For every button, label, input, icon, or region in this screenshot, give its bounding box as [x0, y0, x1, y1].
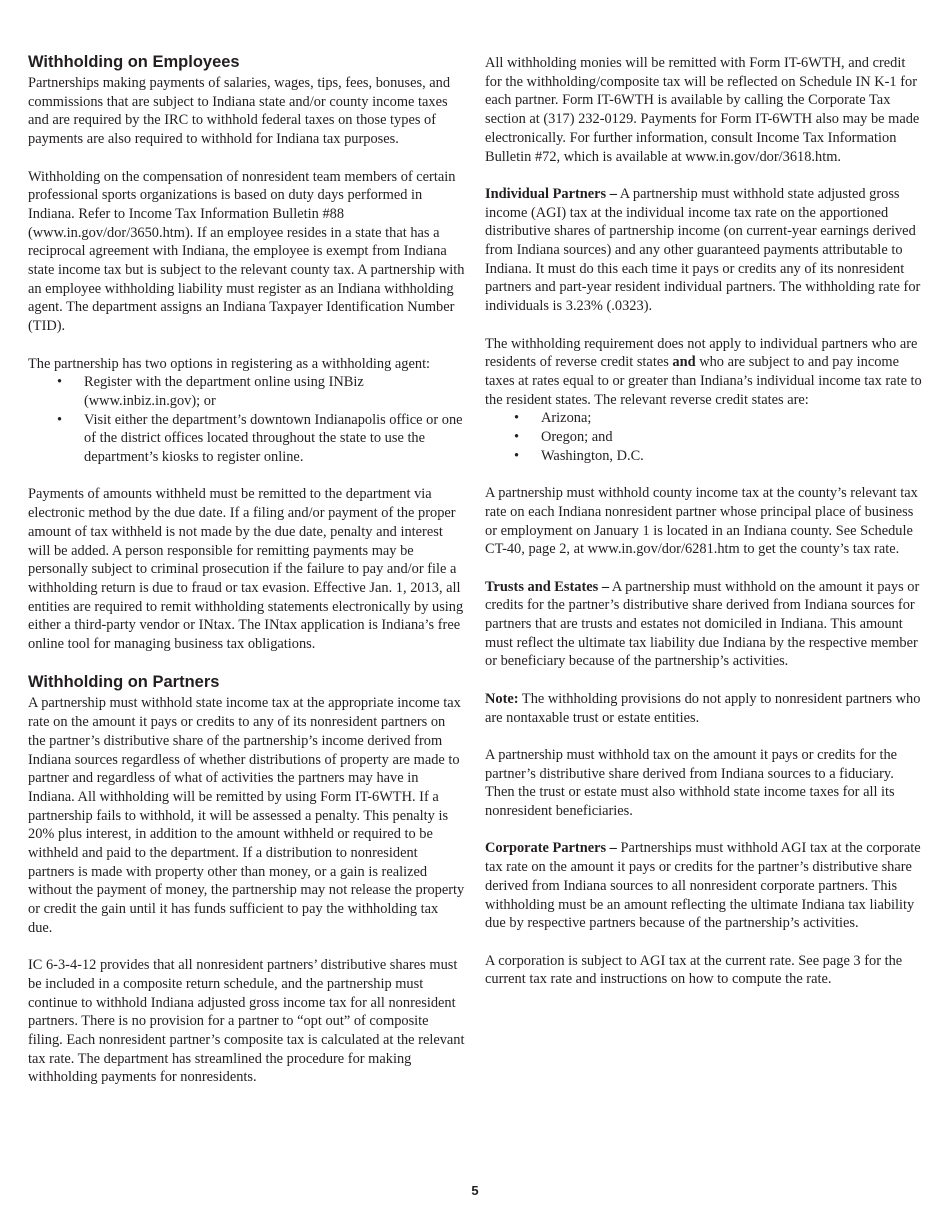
paragraph-reverse-credit	[485, 335, 925, 410]
paragraph: A partnership must withhold state income tax at the appropriate income tax rate on the amount it pays or credits to any of its nonresident partners on the partner’s distributive share of the partnership’s income derived from Indiana sources regardless of whether distributions of property are made to partner and regardless of what of activities the partners may have in Indiana. All withholding will be remitted by using Form IT-6WTH. If a partnership fails to withhold, it will be assessed a penalty. This penalty is 20% plus interest, in addition to the amount withheld or required to be withheld and paid to the department. If a distribution to nonresident partners is made with property other than money, or a gain is realized without the payment of money, the partnership may not release the property or credit the gain until it has funds sufficient to pay the withholding tax due.	[28, 695, 465, 936]
paragraph: IC 6-3-4-12 provides that all nonresident partners’ distributive shares must be included in a composite return schedule, and the partnership must continue to withhold Indiana adjusted gross income tax for all nonresident partners. There is no provision for a partner to “opt out” of composite filing. Each nonresident partner’s composite tax is calculated at the relevant tax rate. The department has streamlined the procedure for making withholding payments for nonresidents.	[28, 957, 465, 1086]
list-item-text: Arizona;	[541, 410, 592, 427]
paragraph: Partnerships making payments of salaries, wages, tips, fees, bonuses, and commissions that are subject to Indiana state and/or county income taxes and are required by the IRC to withhold federal taxes on those types of payments are also required to withhold for Indiana tax purposes.	[28, 75, 451, 148]
paragraph-trusts-and-estates	[485, 578, 925, 672]
paragraph-body: A partnership must withhold state adjusted gross income (AGI) tax at the individual income tax rate on the apportioned distributive shares of partnership income (on current-year earnings derived from Indiana sources) and any other guaranteed payments attributable to Indiana. It must do this each time it pays or credits any of its nonresident partners and part-year resident individual partners. The withholding rate for individuals is 3.23% (.0323).	[485, 185, 921, 315]
right-column	[485, 54, 925, 1008]
list-item-text: Washington, D.C.	[541, 447, 644, 464]
paragraph-corporate-partners	[485, 839, 925, 933]
paragraph-body: who are subject to and pay income taxes at rates equal to or greater than Indiana’s individual income tax rate to the resident states. The relevant reverse credit states are:	[485, 354, 922, 408]
paragraph-note	[485, 690, 925, 727]
bullet-icon: •	[57, 374, 63, 391]
paragraph: A partnership must withhold county income tax at the county’s relevant tax rate on each Indiana nonresident partner whose principal place of business or employment on January 1 is located in an Indiana county. See Schedule CT-40, page 2, at www.in.gov/dor/6281.htm to get the county’s tax rate.	[485, 485, 918, 558]
paragraph: A partnership must withhold tax on the amount it pays or credits for the partner’s distributive share derived from Indiana sources to a fiduciary. Then the trust or estate must also withhold state income taxes for all its nonresident beneficiaries.	[485, 746, 898, 820]
list-item-text: Oregon; and	[541, 429, 613, 446]
left-column	[28, 52, 466, 1106]
paragraph-lead: Corporate Partners –	[485, 840, 617, 857]
list-item	[514, 428, 925, 447]
paragraph: A corporation is subject to AGI tax at the current rate. See page 3 for the current tax rate and instructions on how to compute the rate.	[485, 952, 903, 988]
paragraph-body: Partnerships must withhold AGI tax at the corporate tax rate on the amount it pays or credits for the partner’s distributive share derived from Indiana sources to all nonresident corporate partners. This withholding must be an amount reflecting the ultimate Indiana tax liability due by respective partners because of the partnership’s activities.	[485, 840, 921, 932]
paragraph-lead: Individual Partners –	[485, 185, 617, 202]
paragraph: Payments of amounts withheld must be remitted to the department via electronic method by the due date. If a filing and/or payment of the proper amount of tax withheld is not made by the due date, penalty and interest will be added. A person responsible for remitting payments may be personally subject to criminal prosecution if the failure to pay and/or file a withholding return is due to fraud or tax evasion. Effective Jan. 1, 2013, all entities are required to remit withholding statements electronically by using either a third-party vendor or INtax. The INtax application is Indiana’s free online tool for managing business tax obligations.	[28, 486, 464, 653]
page-number: 5	[471, 1183, 479, 1198]
heading-withholding-on-partners: Withholding on Partners	[28, 673, 220, 692]
paragraph-body: The withholding requirement does not apply to individual partners who are residents of reverse credit states	[485, 335, 918, 371]
reverse-credit-states-list	[485, 409, 925, 465]
bullet-icon: •	[514, 410, 520, 427]
emphasis: and	[672, 354, 696, 371]
paragraph: The partnership has two options in registering as a withholding agent:	[28, 355, 431, 372]
list-item	[514, 447, 925, 466]
paragraph-body: A partnership must withhold on the amount it pays or credits for the partner’s distributive share derived from Indiana sources for partners that are trusts and estates not domiciled in Indiana. This amount must reflect the ultimate tax liability due Indiana by the respective member or beneficiary because of the partnership’s activities.	[485, 578, 920, 670]
list-item-text: Register with the department online using INBiz (www.inbiz.in.gov); or	[84, 374, 364, 409]
paragraph-lead: Note:	[485, 690, 519, 707]
list-item	[514, 409, 925, 428]
list-item	[57, 411, 466, 467]
paragraph: All withholding monies will be remitted with Form IT-6WTH, and credit for the withholding/composite tax will be reflected on Schedule IN K-1 for each partner. Form IT-6WTH is available by calling the Corporate Tax section at (317) 232-0129. Payments for Form IT-6WTH also may be made electronically. For further information, consult Income Tax Information Bulletin #72, which is available at www.in.gov/dor/3618.htm.	[485, 55, 920, 165]
registration-options-list	[28, 373, 466, 467]
paragraph: Withholding on the compensation of nonresident team members of certain professional sports organizations is based on duty days performed in Indiana. Refer to Income Tax Information Bulletin #88 (www.in.gov/dor/3650.htm). If an employee resides in a state that has a reciprocal agreement with Indiana, the employee is exempt from Indiana state income tax but is subject to the relevant county tax. A partnership with an employee withholding liability must register as an Indiana withholding agent. The department assigns an Indiana Taxpayer Identification Number (TID).	[28, 168, 465, 335]
bullet-icon: •	[514, 429, 520, 446]
bullet-icon: •	[57, 411, 63, 428]
list-item	[57, 373, 466, 410]
paragraph-individual-partners	[485, 185, 925, 316]
paragraph-lead: Trusts and Estates –	[485, 578, 610, 595]
list-item-text: Visit either the department’s downtown Indianapolis office or one of the district offices located throughout the state to use the department’s kiosks to register online.	[84, 411, 463, 466]
heading-withholding-on-employees: Withholding on Employees	[28, 53, 240, 71]
paragraph-body: The withholding provisions do not apply to nonresident partners who are nontaxable trust or estate entities.	[485, 690, 921, 726]
bullet-icon: •	[514, 447, 520, 464]
